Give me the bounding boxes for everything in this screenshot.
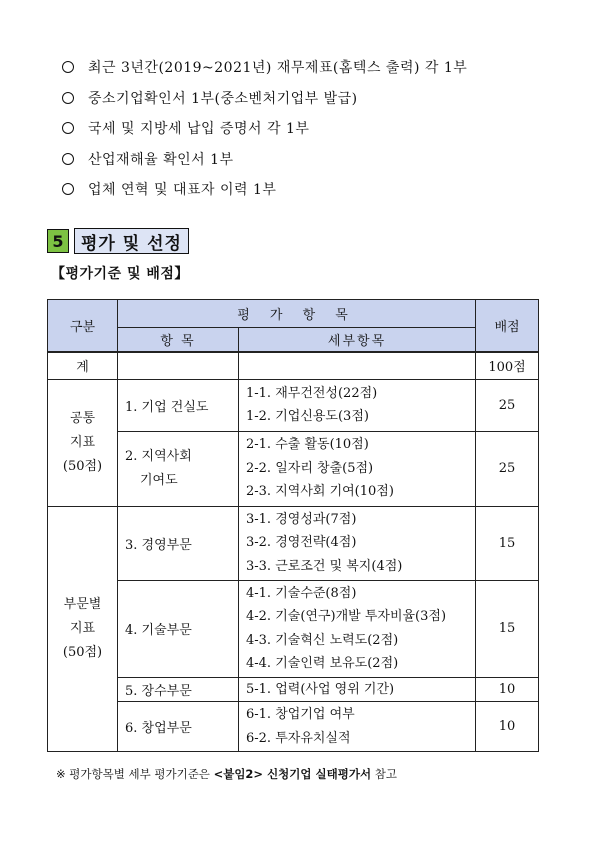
table-row [48,431,539,506]
subheading: 【평가기준 및 배점】 [51,266,189,282]
header-item: 항 목 [118,328,239,353]
list-item [62,52,467,83]
detail-cell: 2-1. 수출 활동(10점) 2-2. 일자리 창출(5점) 2-3. 지역사회 기여(10점) [239,431,476,506]
list-item-text: 업체 연혁 및 대표자 이력 1부 [88,182,277,199]
footnote-emphasis: <붙임2> 신청기업 실태평가서 [213,767,372,781]
detail-cell: 3-1. 경영성과(7점) 3-2. 경영전략(4점) 3-3. 근로조건 및 복지(4점) [239,506,476,580]
list-item [62,144,467,175]
header-items-group: 평 가 항 목 [118,300,476,328]
header-category: 구분 [48,300,118,353]
list-item-text: 국세 및 지방세 납입 증명서 각 1부 [88,121,310,138]
empty-cell [118,352,239,379]
list-item [62,83,467,114]
table-row [48,580,539,677]
section-heading [47,228,189,254]
section-number: 5 [47,229,69,253]
item-cell: 6. 창업부문 [118,702,239,752]
list-item-text: 산업재해율 확인서 1부 [88,151,234,168]
circle-bullet-icon [62,153,74,165]
score-cell: 15 [476,506,539,580]
total-score: 100점 [476,352,539,379]
empty-cell [239,352,476,379]
list-item [62,113,467,144]
table-row [48,702,539,752]
item-cell: 5. 장수부문 [118,677,239,702]
total-label: 계 [48,352,118,379]
required-documents-list [62,52,467,205]
detail-cell: 5-1. 업력(사업 영위 기간) [239,677,476,702]
detail-cell: 4-1. 기술수준(8점) 4-2. 기술(연구)개발 투자비율(3점) 4-3. 기술혁신 노력도(2점) 4-4. 기술인력 보유도(2점) [239,580,476,677]
table-row [48,677,539,702]
footnote [56,766,397,782]
header-score: 배점 [476,300,539,353]
table-row [48,506,539,580]
item-cell: 3. 경영부문 [118,506,239,580]
list-item [62,174,467,205]
list-item-text: 중소기업확인서 1부(중소벤처기업부 발급) [88,90,358,107]
score-cell: 25 [476,379,539,431]
circle-bullet-icon [62,92,74,104]
score-cell: 10 [476,702,539,752]
score-cell: 10 [476,677,539,702]
header-detail: 세부항목 [239,328,476,353]
item-cell: 4. 기술부문 [118,580,239,677]
table-row-total [48,352,539,379]
circle-bullet-icon [62,183,74,195]
group-label-sector: 부문별 지표 (50점) [48,506,118,752]
list-item-text: 최근 3년간(2019~2021년) 재무제표(홈텍스 출력) 각 1부 [88,60,468,77]
item-cell: 2. 지역사회 기여도 [118,431,239,506]
score-cell: 25 [476,431,539,506]
section-title: 평가 및 선정 [74,228,189,254]
evaluation-table [47,299,539,752]
circle-bullet-icon [62,122,74,134]
group-label-common: 공통 지표 (50점) [48,379,118,506]
circle-bullet-icon [62,61,74,73]
item-cell: 1. 기업 건실도 [118,379,239,431]
detail-cell: 6-1. 창업기업 여부 6-2. 투자유치실적 [239,702,476,752]
detail-cell: 1-1. 재무건전성(22점) 1-2. 기업신용도(3점) [239,379,476,431]
footnote-prefix: ※ 평가항목별 세부 평가기준은 [56,767,214,781]
footnote-suffix: 참고 [371,767,397,781]
table-row [48,379,539,431]
score-cell: 15 [476,580,539,677]
